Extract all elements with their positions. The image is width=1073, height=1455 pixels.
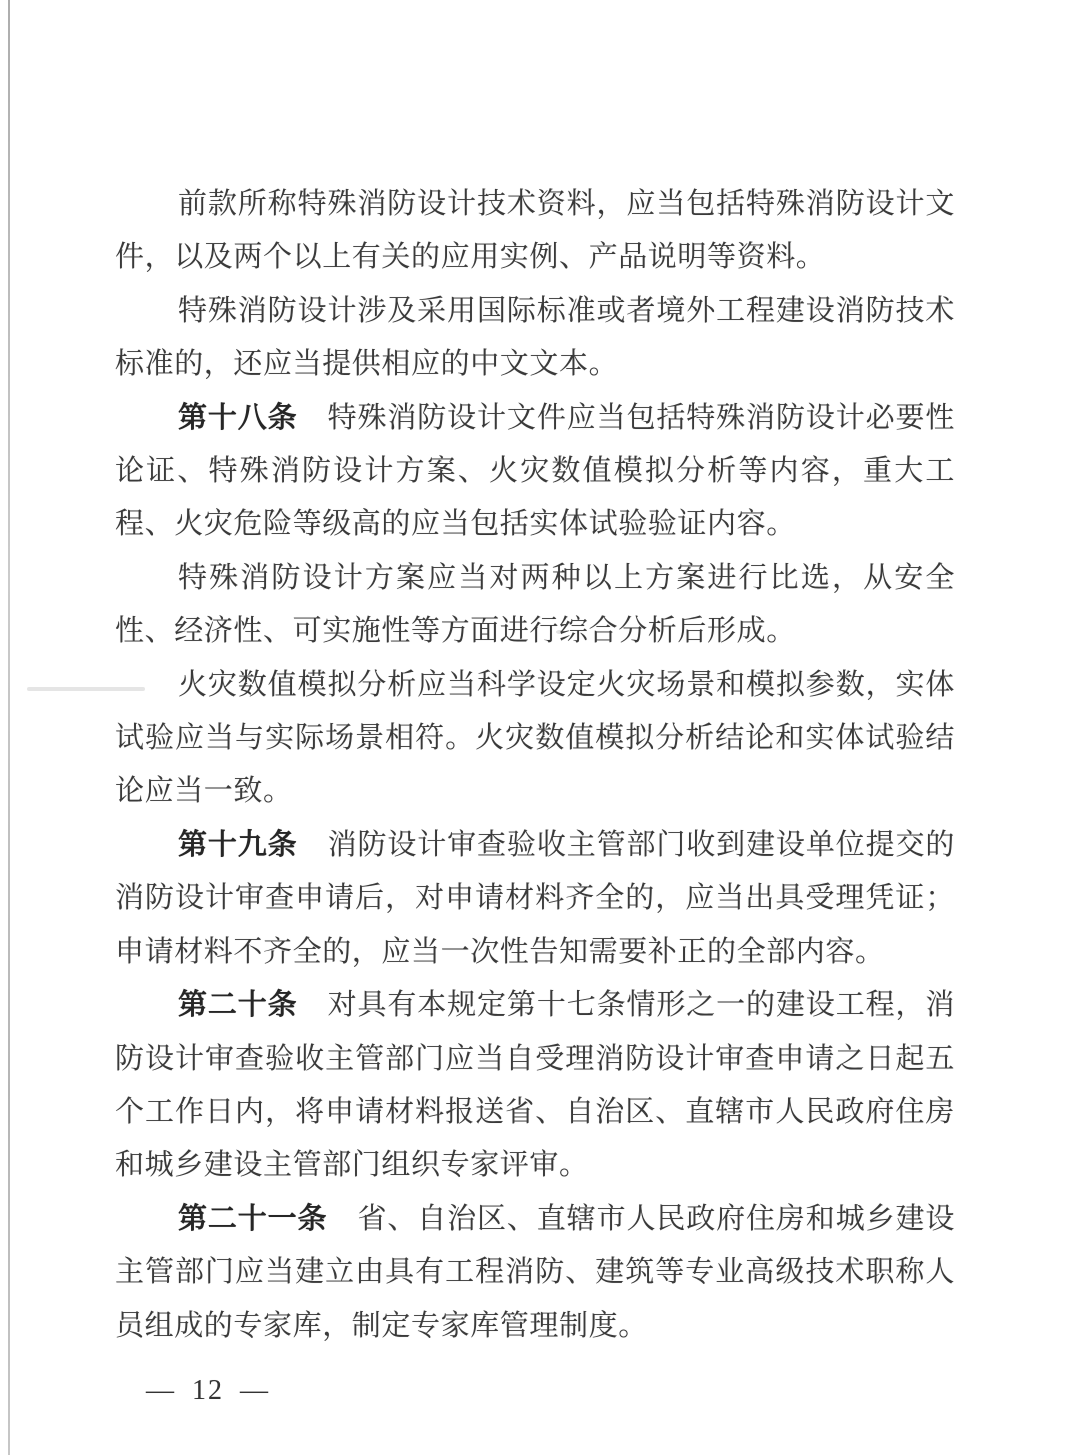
paragraph <box>115 392 955 552</box>
document-text-column <box>115 178 955 1353</box>
article-number-19: 第十九条 <box>178 828 298 861</box>
paragraph-text: 特殊消防设计文件应当包括特殊消防设计必要性论证、特殊消防设计方案、火灾数值模拟分析等内容，重大工程、火灾危险等级高的应当包括实体试验验证内容。 <box>115 401 955 541</box>
article-number-18: 第十八条 <box>178 401 298 434</box>
paragraph <box>115 178 955 285</box>
paragraph <box>115 552 955 659</box>
paragraph-text: 前款所称特殊消防设计技术资料，应当包括特殊消防设计文件，以及两个以上有关的应用实例、产品说明等资料。 <box>115 188 955 274</box>
paragraph-text: 对具有本规定第十七条情形之一的建设工程，消防设计审查验收主管部门应当自受理消防设计审查申请之日起五个工作日内，将申请材料报送省、自治区、直辖市人民政府住房和城乡建设主管部门组织专家评审。 <box>115 989 955 1182</box>
paragraph <box>115 1193 955 1353</box>
paragraph <box>115 819 955 979</box>
scan-edge-line <box>8 0 10 1455</box>
article-number-21: 第二十一条 <box>178 1202 328 1235</box>
paragraph <box>115 285 955 392</box>
paragraph <box>115 659 955 819</box>
paragraph-text: 特殊消防设计方案应当对两种以上方案进行比选，从安全性、经济性、可实施性等方面进行综合分析后形成。 <box>115 561 955 648</box>
article-number-20: 第二十条 <box>178 989 298 1022</box>
paragraph <box>115 979 955 1193</box>
paragraph-text: 消防设计审查验收主管部门收到建设单位提交的消防设计审查申请后，对申请材料齐全的，应当出具受理凭证；申请材料不齐全的，应当一次性告知需要补正的全部内容。 <box>115 828 955 968</box>
paragraph-text: 火灾数值模拟分析应当科学设定火灾场景和模拟参数，实体试验应当与实际场景相符。火灾数值模拟分析结论和实体试验结论应当一致。 <box>115 668 955 808</box>
page-number: — 12 — <box>146 1375 270 1406</box>
paragraph-text: 省、自治区、直辖市人民政府住房和城乡建设主管部门应当建立由具有工程消防、建筑等专业高级技术职称人员组成的专家库，制定专家库管理制度。 <box>115 1202 955 1342</box>
paragraph-text: 特殊消防设计涉及采用国际标准或者境外工程建设消防技术标准的，还应当提供相应的中文文本。 <box>115 294 955 381</box>
